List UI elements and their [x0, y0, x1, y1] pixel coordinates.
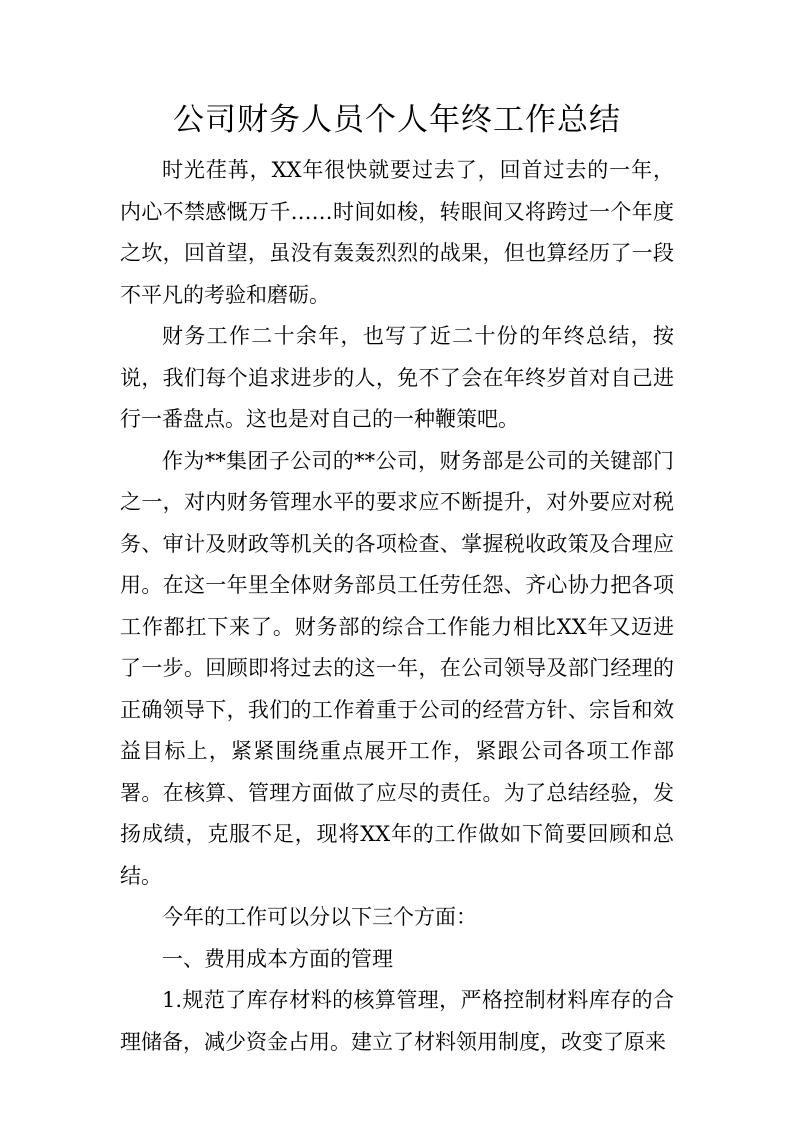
document-title: 公司财务人员个人年终工作总结 [173, 102, 621, 138]
section-heading-cost-management: 一、费用成本方面的管理 [162, 946, 393, 971]
paragraph-intro: 时光荏苒，XX年很快就要过去了，回首过去的一年，内心不禁感慨万千……时间如梭，转眼间又将跨过一个年度之坎，回首望，虽没有轰轰烈烈的战果，但也算经历了一段不平凡的考验和磨砺。 [120, 158, 674, 307]
paragraph-department-role: 作为**集团子公司的**公司，财务部是公司的关键部门之一，对内财务管理水平的要求应不断提升，对外要应对税务、审计及财政等机关的各项检查、掌握税收政策及合理应用。在这一年里全体财务部员工任劳任怨、齐心协力把各项工作都扛下来了。财务部的综合工作能力相比XX年又迈进了一步。回顾即将过去的这一年，在公司领导及部门经理的正确领导下，我们的工作着重于公司的经营方针、宗旨和效益目标上，紧紧围绕重点展开工作，紧跟公司各项工作部署。在核算、管理方面做了应尽的责任。为了总结经验，发扬成绩，克服不足，现将XX年的工作做如下简要回顾和总结。 [120, 448, 674, 888]
document-body [120, 150, 674, 1063]
paragraph-experience: 财务工作二十余年，也写了近二十份的年终总结，按说，我们每个追求进步的人，免不了会在年终岁首对自己进行一番盘点。这也是对自己的一种鞭策吧。 [120, 324, 674, 431]
paragraph-inventory-management: 1.规范了库存材料的核算管理，严格控制材料库存的合理储备，减少资金占用。建立了材料领用制度，改变了原来 [120, 988, 674, 1054]
paragraph-three-aspects: 今年的工作可以分以下三个方面： [162, 905, 477, 929]
